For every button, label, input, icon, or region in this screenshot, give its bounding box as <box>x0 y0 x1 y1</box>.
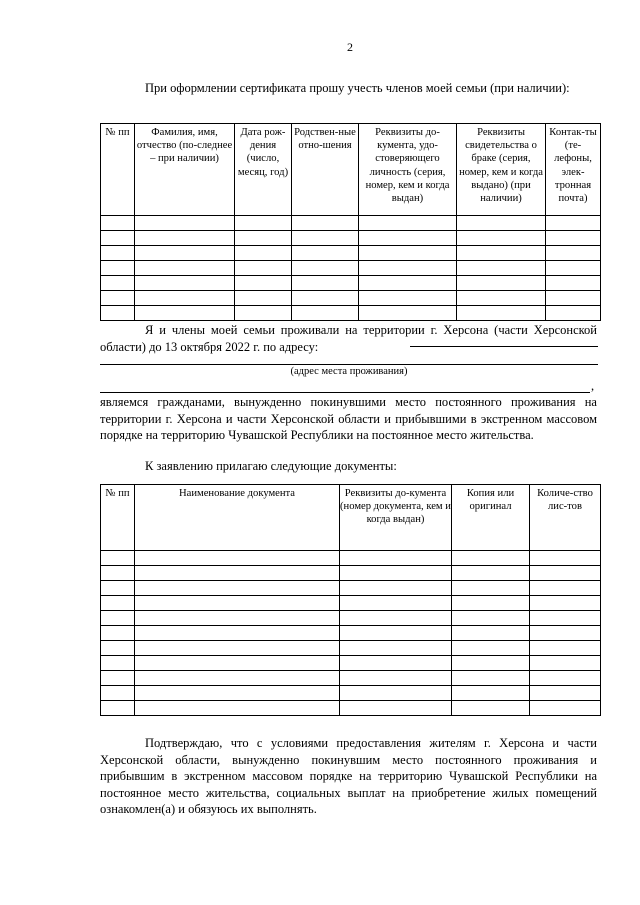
family-table-cell <box>359 261 457 276</box>
family-table-cell <box>101 291 135 306</box>
family-table-cell <box>546 216 601 231</box>
docs-table-cell <box>340 641 452 656</box>
family-table-cell <box>546 261 601 276</box>
docs-table-cell <box>530 566 601 581</box>
family-table-cell <box>359 216 457 231</box>
family-col-birth-date: Дата рож-дения (число, месяц, год) <box>235 124 292 216</box>
family-col-id-document: Реквизиты до-кумента, удо-стоверяющего личность (серия, номер, кем и когда выдан) <box>359 124 457 216</box>
family-table-cell <box>359 306 457 321</box>
residence-paragraph <box>100 322 597 355</box>
docs-table-cell <box>135 641 340 656</box>
family-table-row <box>101 246 601 261</box>
docs-table-cell <box>135 701 340 716</box>
docs-table-cell <box>530 641 601 656</box>
docs-table-cell <box>135 566 340 581</box>
address-line-1 <box>410 346 598 347</box>
docs-table-cell <box>135 596 340 611</box>
family-table-cell <box>101 246 135 261</box>
confirmation-paragraph: Подтверждаю, что с условиями предоставления жителям г. Херсона и части Херсонской области, вынужденно покинувшим место постоянного проживания и прибывшим в экстренном массовом порядке на территорию Чувашской Республики на постоянное место жительства, социальных выплат на приобретение жилых помещений ознакомлен(а) и обязуюсь их выполнять. <box>100 736 597 816</box>
docs-table-cell <box>340 596 452 611</box>
family-table-cell <box>457 306 546 321</box>
docs-table-cell <box>452 701 530 716</box>
docs-table-cell <box>135 656 340 671</box>
docs-table-row <box>101 641 601 656</box>
family-table-row <box>101 306 601 321</box>
family-table-cell <box>457 231 546 246</box>
family-table-cell <box>135 231 235 246</box>
family-table-row <box>101 261 601 276</box>
family-table-cell <box>457 246 546 261</box>
family-table-cell <box>546 306 601 321</box>
docs-table-cell <box>340 701 452 716</box>
family-table-cell <box>101 216 135 231</box>
docs-table-cell <box>101 596 135 611</box>
family-table-cell <box>101 261 135 276</box>
docs-table-cell <box>452 566 530 581</box>
family-table-cell <box>101 231 135 246</box>
docs-col-document-name: Наименование документа <box>135 485 340 551</box>
docs-table-cell <box>101 566 135 581</box>
docs-table-row <box>101 671 601 686</box>
docs-table-cell <box>101 701 135 716</box>
family-table-cell <box>292 216 359 231</box>
family-table-cell <box>135 306 235 321</box>
docs-table-cell <box>530 656 601 671</box>
family-col-number: № пп <box>101 124 135 216</box>
docs-table-row <box>101 701 601 716</box>
family-table-cell <box>457 291 546 306</box>
docs-table-cell <box>340 581 452 596</box>
docs-table-cell <box>340 551 452 566</box>
family-table-cell <box>457 216 546 231</box>
family-table-cell <box>359 276 457 291</box>
docs-table-cell <box>101 671 135 686</box>
docs-table-cell <box>530 581 601 596</box>
docs-table-cell <box>452 686 530 701</box>
docs-table-cell <box>340 656 452 671</box>
docs-table-cell <box>101 626 135 641</box>
documents-intro: К заявлению прилагаю следующие документы: <box>145 459 397 473</box>
docs-table-cell <box>530 551 601 566</box>
family-table-cell <box>359 291 457 306</box>
family-table-cell <box>235 276 292 291</box>
docs-table-cell <box>452 656 530 671</box>
family-table-cell <box>235 246 292 261</box>
family-table-cell <box>101 276 135 291</box>
family-col-contacts: Контак-ты (те-лефоны, элек-тронная почта) <box>546 124 601 216</box>
docs-table-cell <box>101 581 135 596</box>
documents-table <box>100 484 601 716</box>
docs-table-cell <box>101 551 135 566</box>
page-number: 2 <box>347 40 353 54</box>
docs-table-cell <box>135 686 340 701</box>
family-table-cell <box>135 216 235 231</box>
docs-table-cell <box>452 641 530 656</box>
docs-table-cell <box>340 566 452 581</box>
docs-col-copy-or-original: Копия или оригинал <box>452 485 530 551</box>
docs-table-row <box>101 656 601 671</box>
family-col-full-name: Фамилия, имя, отчество (по-следнее – при наличии) <box>135 124 235 216</box>
docs-table-row <box>101 596 601 611</box>
family-table-cell <box>292 261 359 276</box>
docs-table-cell <box>530 686 601 701</box>
family-table-header-row <box>101 124 601 216</box>
docs-table-cell <box>340 686 452 701</box>
docs-table-cell <box>530 596 601 611</box>
docs-table-row <box>101 686 601 701</box>
docs-table-cell <box>135 611 340 626</box>
docs-table-cell <box>452 626 530 641</box>
family-table-cell <box>546 291 601 306</box>
family-table-cell <box>292 231 359 246</box>
docs-table-row <box>101 611 601 626</box>
family-table-cell <box>235 291 292 306</box>
family-table-cell <box>135 261 235 276</box>
family-table-cell <box>101 306 135 321</box>
docs-table-cell <box>452 671 530 686</box>
docs-table-cell <box>340 626 452 641</box>
family-table-cell <box>292 291 359 306</box>
family-table-cell <box>292 306 359 321</box>
docs-table-cell <box>452 581 530 596</box>
displaced-paragraph: являемся гражданами, вынужденно покинувшими место постоянного проживания на территории г. Херсона и части Херсонской области и прибывшими в экстренном массовом порядке на территорию Чувашской Республики на постоянное место жительства. <box>100 395 597 442</box>
docs-table-row <box>101 566 601 581</box>
family-table-cell <box>546 276 601 291</box>
docs-table-cell <box>135 626 340 641</box>
family-table-cell <box>235 261 292 276</box>
family-table-cell <box>457 276 546 291</box>
residence-text: Я и члены моей семьи проживали на территории г. Херсона (части Херсонской области) до 13 октября 2022 г. по адресу: <box>100 323 597 354</box>
family-members-table <box>100 123 601 321</box>
family-intro-paragraph: При оформлении сертификата прошу учесть членов моей семьи (при наличии): <box>145 81 570 95</box>
family-table-cell <box>235 216 292 231</box>
family-col-marriage-certificate: Реквизиты свидетельства о браке (серия, номер, кем и когда выдано) (при наличии) <box>457 124 546 216</box>
docs-table-cell <box>530 701 601 716</box>
family-table-row <box>101 216 601 231</box>
address-line-2 <box>100 364 598 365</box>
family-table-cell <box>292 246 359 261</box>
family-table-cell <box>359 246 457 261</box>
docs-table-cell <box>101 641 135 656</box>
family-table-row <box>101 291 601 306</box>
family-table-row <box>101 276 601 291</box>
docs-table-cell <box>340 671 452 686</box>
docs-table-cell <box>452 596 530 611</box>
docs-table-cell <box>530 671 601 686</box>
docs-table-cell <box>101 686 135 701</box>
family-table-row <box>101 231 601 246</box>
family-table-cell <box>359 231 457 246</box>
family-table-cell <box>546 246 601 261</box>
family-table-cell <box>457 261 546 276</box>
docs-col-document-details: Реквизиты до-кумента (номер документа, кем и когда выдан) <box>340 485 452 551</box>
address-caption: (адрес места проживания) <box>290 366 408 377</box>
family-table-cell <box>135 276 235 291</box>
docs-col-number: № пп <box>101 485 135 551</box>
docs-table-row <box>101 581 601 596</box>
family-table-cell <box>546 231 601 246</box>
docs-table-row <box>101 551 601 566</box>
family-table-cell <box>235 231 292 246</box>
docs-table-row <box>101 626 601 641</box>
family-table-cell <box>292 276 359 291</box>
docs-table-cell <box>135 581 340 596</box>
family-table-cell <box>235 306 292 321</box>
docs-table-cell <box>101 656 135 671</box>
docs-table-cell <box>530 626 601 641</box>
docs-table-cell <box>530 611 601 626</box>
docs-table-header-row <box>101 485 601 551</box>
address-line-3 <box>100 392 590 393</box>
docs-table-cell <box>340 611 452 626</box>
docs-table-cell <box>135 671 340 686</box>
docs-table-cell <box>452 551 530 566</box>
docs-table-cell <box>101 611 135 626</box>
address-comma: , <box>591 379 595 393</box>
family-col-relationship: Родствен-ные отно-шения <box>292 124 359 216</box>
family-table-cell <box>135 291 235 306</box>
docs-col-page-count: Количе-ство лис-тов <box>530 485 601 551</box>
family-table-cell <box>135 246 235 261</box>
docs-table-cell <box>452 611 530 626</box>
docs-table-cell <box>135 551 340 566</box>
